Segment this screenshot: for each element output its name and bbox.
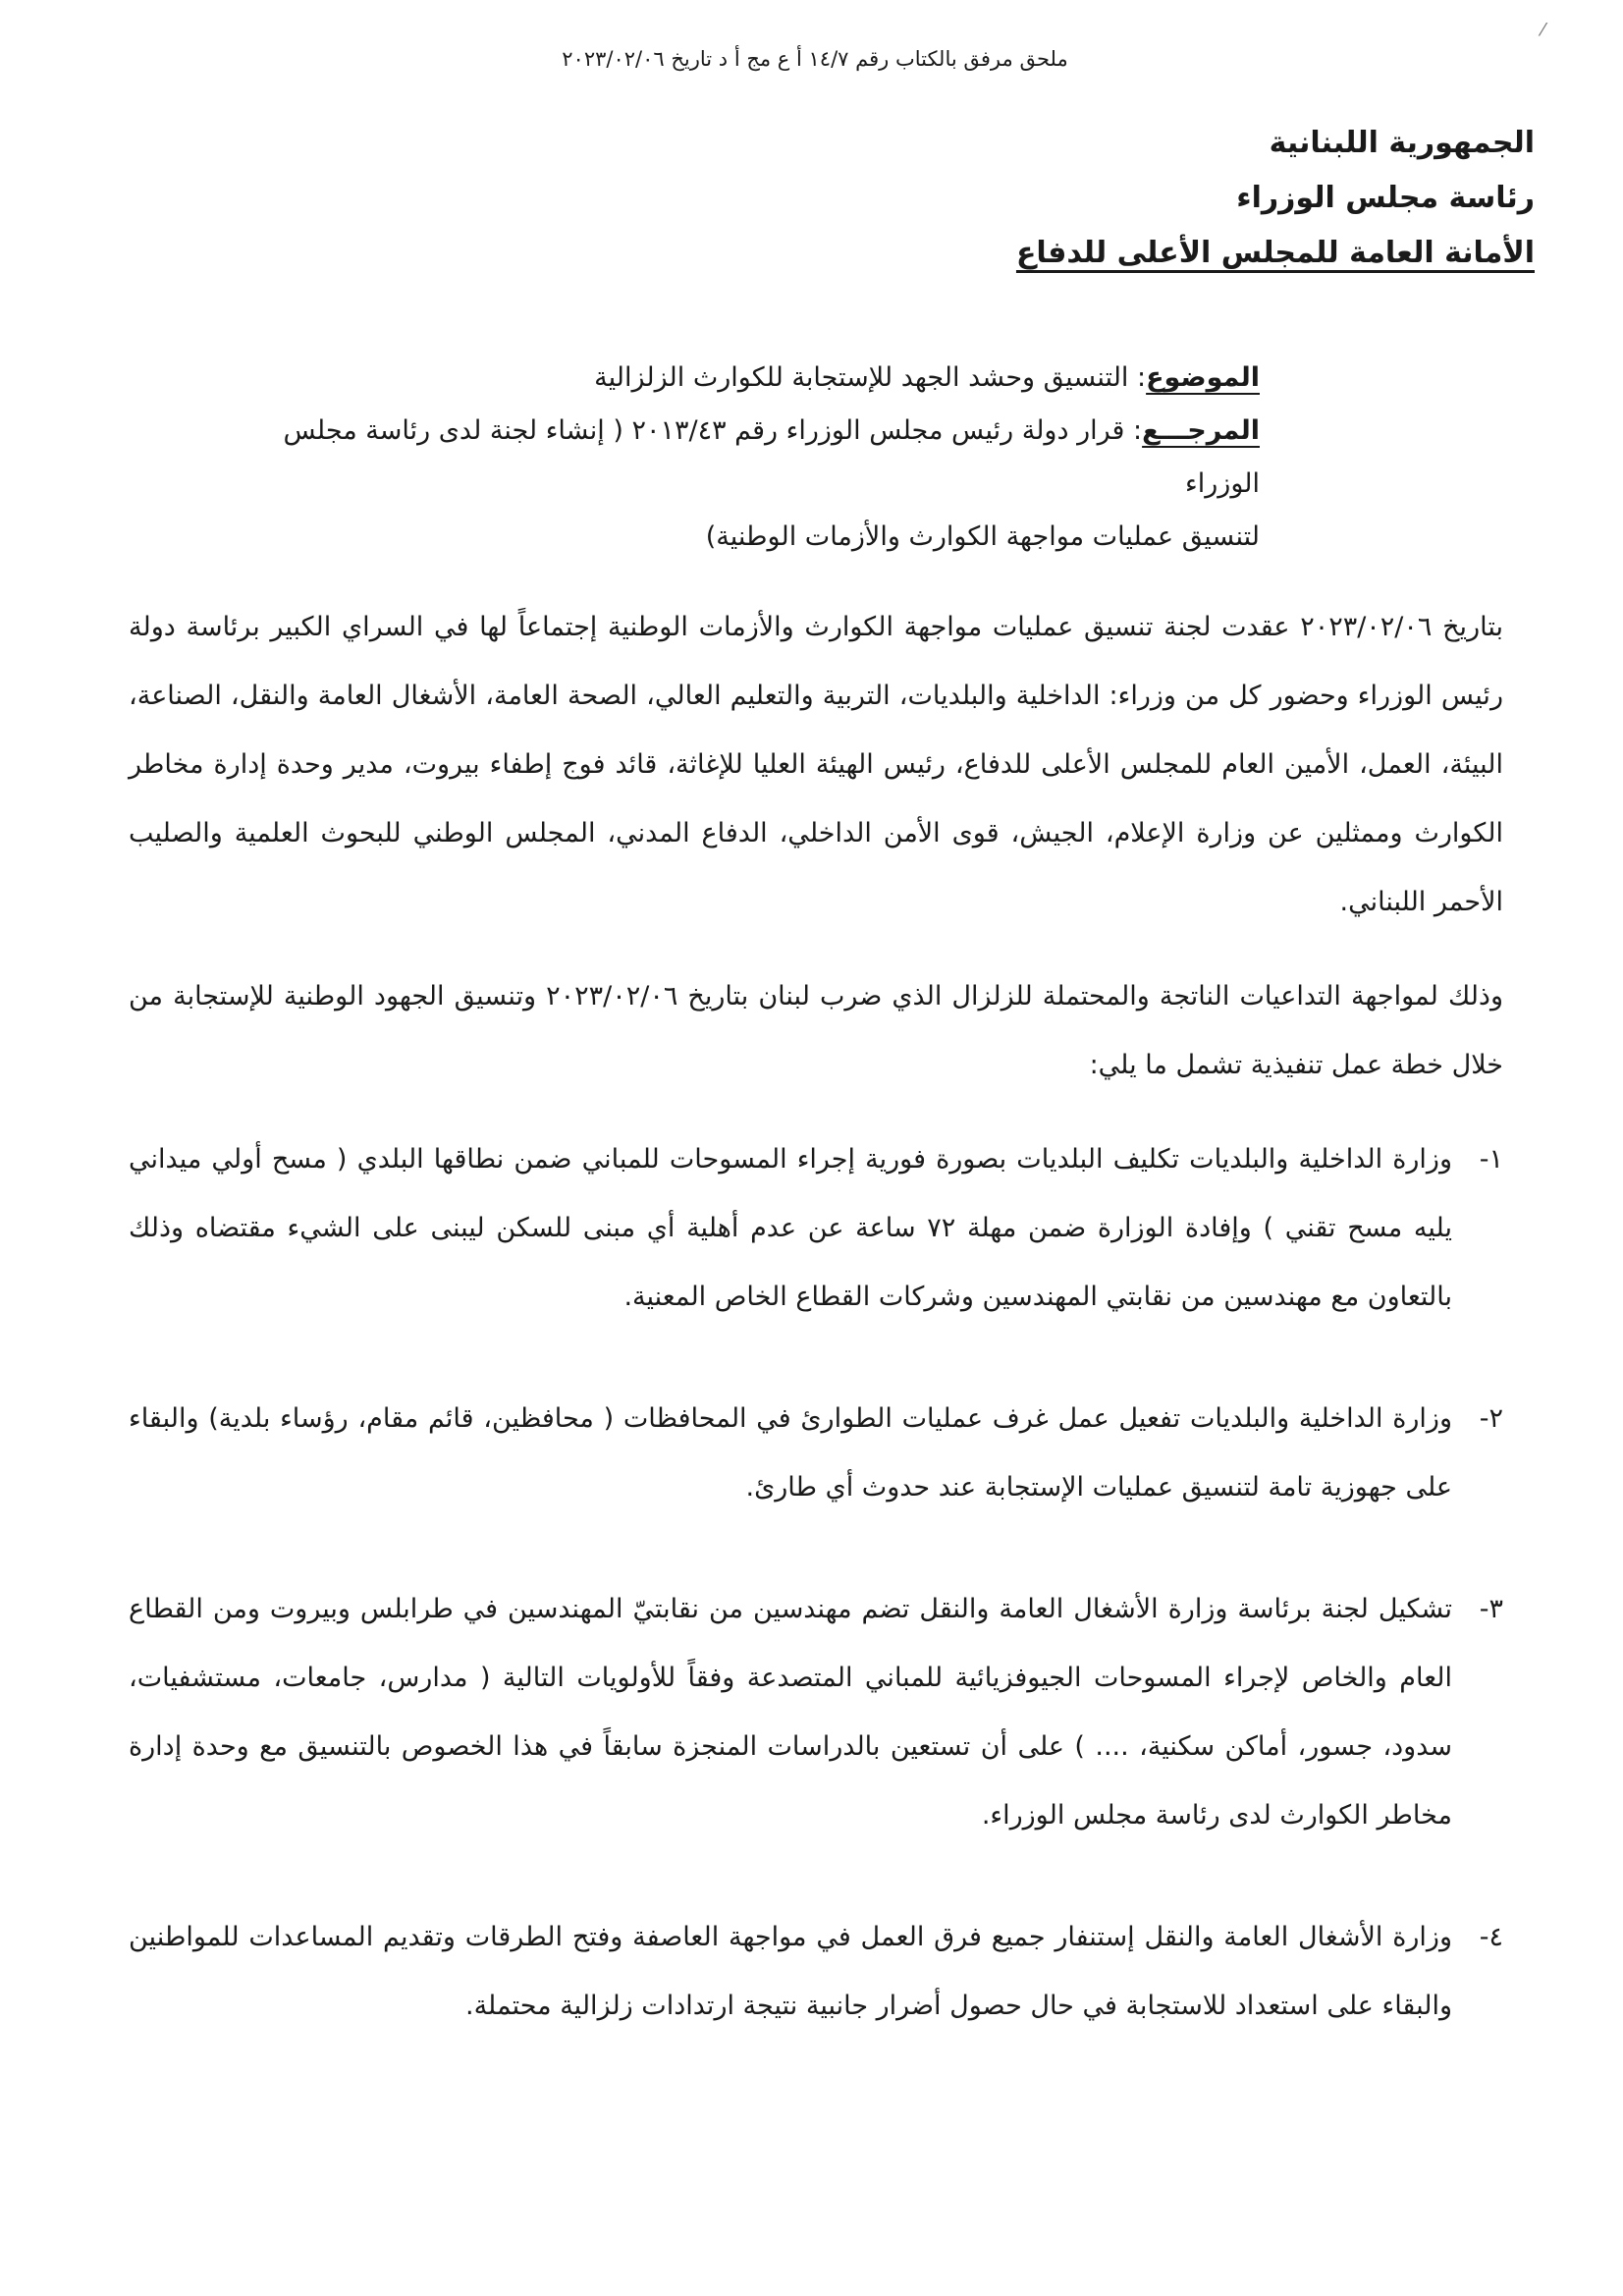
letterhead xyxy=(847,116,1535,281)
action-item xyxy=(129,1125,1503,1332)
action-item-text: وزارة الداخلية والبلديات تكليف البلديات بصورة فورية إجراء المسوحات للمباني ضمن نطاقها البلدي ( مسح أولي ميداني يليه مسح تقني ) وإفادة الوزارة ضمن مهلة ٧٢ ساعة عن عدم أهلية أي مبنى للسكن ليبنى على الشيء مقتضاه وذلك بالتعاون مع مهندسين من نقابتي المهندسين وشركات القطاع الخاص المعنية. xyxy=(129,1144,1453,1312)
subject-text: : التنسيق وحشد الجهد للإستجابة للكوارث الزلزالية xyxy=(594,362,1147,393)
subject-label: الموضوع xyxy=(1146,362,1260,393)
header-republic: الجمهورية اللبنانية xyxy=(1269,126,1535,160)
header-secretariat: الأمانة العامة للمجلس الأعلى للدفاع xyxy=(1015,236,1535,270)
reference-continuation: لتنسيق عمليات مواجهة الكوارث والأزمات الوطنية) xyxy=(705,521,1260,552)
reference-text: : قرار دولة رئيس مجلس الوزراء رقم ٢٠١٣/٤٣ ( إنشاء لجنة لدى رئاسة مجلس الوزراء xyxy=(283,415,1260,499)
action-item-number: ٢- xyxy=(1479,1403,1503,1434)
action-item-number: ١- xyxy=(1479,1144,1503,1175)
subject-reference-block xyxy=(278,352,1260,564)
action-item xyxy=(129,1903,1503,2041)
reference-label: المرجـــع xyxy=(1142,415,1260,446)
action-item-number: ٣- xyxy=(1479,1594,1503,1624)
action-item-number: ٤- xyxy=(1479,1922,1503,1952)
action-item-text: وزارة الداخلية والبلديات تفعيل عمل غرف عمليات الطوارئ في المحافظات ( محافظين، قائم مقام، رؤساء بلدية) والبقاء على جهوزية تامة لتنسيق عمليات الإستجابة عند حدوث أي طارئ. xyxy=(129,1403,1452,1503)
intro-paragraph: بتاريخ ٢٠٢٣/٠٢/٠٦ عقدت لجنة تنسيق عمليات مواجهة الكوارث والأزمات الوطنية إجتماعاً لها في السراي الكبير برئاسة دولة رئيس الوزراء وحضور كل من وزراء: الداخلية والبلديات، التربية والتعليم العالي، الصحة العامة، الأشغال العامة والنقل، الصناعة، البيئة، العمل، الأمين العام للمجلس الأعلى للدفاع، رئيس الهيئة العليا للإغاثة، قائد فوج إطفاء بيروت، مدير وحدة إدارة مخاطر الكوارث وممثلين عن وزارة الإعلام، الجيش، قوى الأمن الداخلي، الدفاع المدني، المجلس الوطني للبحوث العلمية والصليب الأحمر اللبناني. xyxy=(129,612,1503,917)
subject-line xyxy=(278,352,1260,405)
action-item xyxy=(129,1385,1503,1522)
annex-note: ملحق مرفق بالكتاب رقم ١٤/٧ أ ع مج أ د تاريخ ٢٠٢٣/٠٢/٠٦ xyxy=(562,47,1068,71)
header-presidency: رئاسة مجلس الوزراء xyxy=(1236,181,1535,215)
reference-line xyxy=(278,405,1260,511)
action-item xyxy=(129,1575,1503,1850)
document-body xyxy=(129,593,1503,2094)
action-item-text: تشكيل لجنة برئاسة وزارة الأشغال العامة والنقل تضم مهندسين من نقابتيّ المهندسين في طرابلس وبيروت ومن القطاع العام والخاص لإجراء المسوحات الجيوفزيائية للمباني المتصدعة وفقاً للأولويات التالية ( مدارس، جامعات، مستشفيات، سدود، جسور، أماكن سكنية، .... ) على أن تستعين بالدراسات المنجزة سابقاً في هذا الخصوص بالتنسيق مع وحدة إدارة مخاطر الكوارث لدى رئاسة مجلس الوزراء. xyxy=(129,1594,1452,1831)
action-item-text: وزارة الأشغال العامة والنقل إستنفار جميع فرق العمل في مواجهة العاصفة وفتح الطرقات وتقديم المساعدات للمواطنين والبقاء على استعداد للاستجابة في حال حصول أضرار جانبية نتيجة ارتدادات زلزالية محتملة. xyxy=(129,1922,1452,2021)
scan-mark: ⁄ xyxy=(1542,20,1545,40)
purpose-paragraph: وذلك لمواجهة التداعيات الناتجة والمحتملة للزلزال الذي ضرب لبنان بتاريخ ٢٠٢٣/٠٢/٠٦ وتنسيق الجهود الوطنية للإستجابة من خلال خطة عمل تنفيذية تشمل ما يلي: xyxy=(129,981,1503,1080)
